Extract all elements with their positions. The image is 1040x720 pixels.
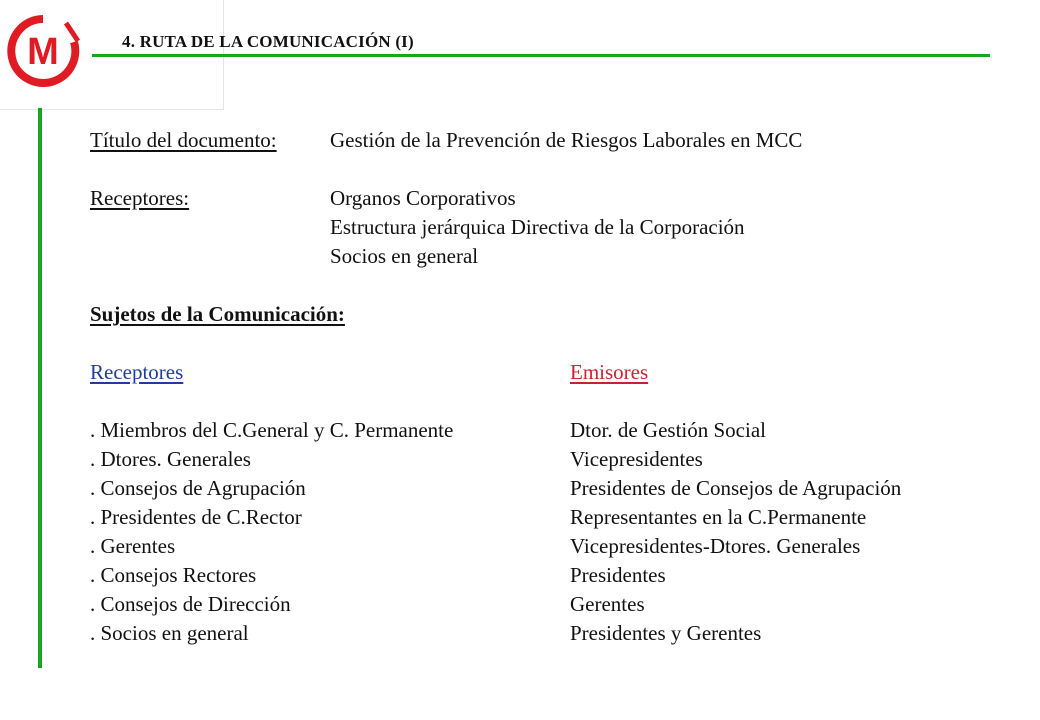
receptor-cell: . Presidentes de C.Rector [90,505,302,529]
emisor-cell: Presidentes [570,563,666,587]
logo-letter: M [27,31,59,73]
sujetos-heading: Sujetos de la Comunicación: [90,302,345,326]
receptor-item: Socios en general [330,244,479,268]
receptor-cell: . Miembros del C.General y C. Permanente [90,418,454,442]
document-title-label: Título del documento: [90,128,277,152]
mcc-logo [6,14,80,88]
emisor-cell: Dtor. de Gestión Social [570,418,766,442]
emisor-cell: Presidentes de Consejos de Agrupación [570,476,902,500]
emisor-cell: Vicepresidentes [570,447,703,471]
receptor-cell: . Dtores. Generales [90,447,251,471]
receptor-cell: . Consejos Rectores [90,563,257,587]
emisor-cell: Vicepresidentes-Dtores. Generales [570,534,861,558]
receptor-cell: . Socios en general [90,621,249,645]
receptor-cell: . Consejos de Agrupación [90,476,306,500]
header-divider [92,54,990,57]
receptores-label: Receptores: [90,186,190,210]
receptores-column-header: Receptores [90,360,184,384]
document-title-value: Gestión de la Prevención de Riesgos Laborales en MCC [330,128,803,152]
receptor-item: Organos Corporativos [330,186,516,210]
receptor-item: Estructura jerárquica Directiva de la Corporación [330,215,745,239]
emisor-cell: Presidentes y Gerentes [570,621,762,645]
emisor-cell: Gerentes [570,592,645,616]
receptor-cell: . Gerentes [90,534,176,558]
left-rule [38,108,42,668]
page-title: 4. RUTA DE LA COMUNICACIÓN (I) [122,32,414,51]
emisores-column-header: Emisores [570,360,649,384]
emisor-cell: Representantes en la C.Permanente [570,505,867,529]
receptor-cell: . Consejos de Dirección [90,592,291,616]
